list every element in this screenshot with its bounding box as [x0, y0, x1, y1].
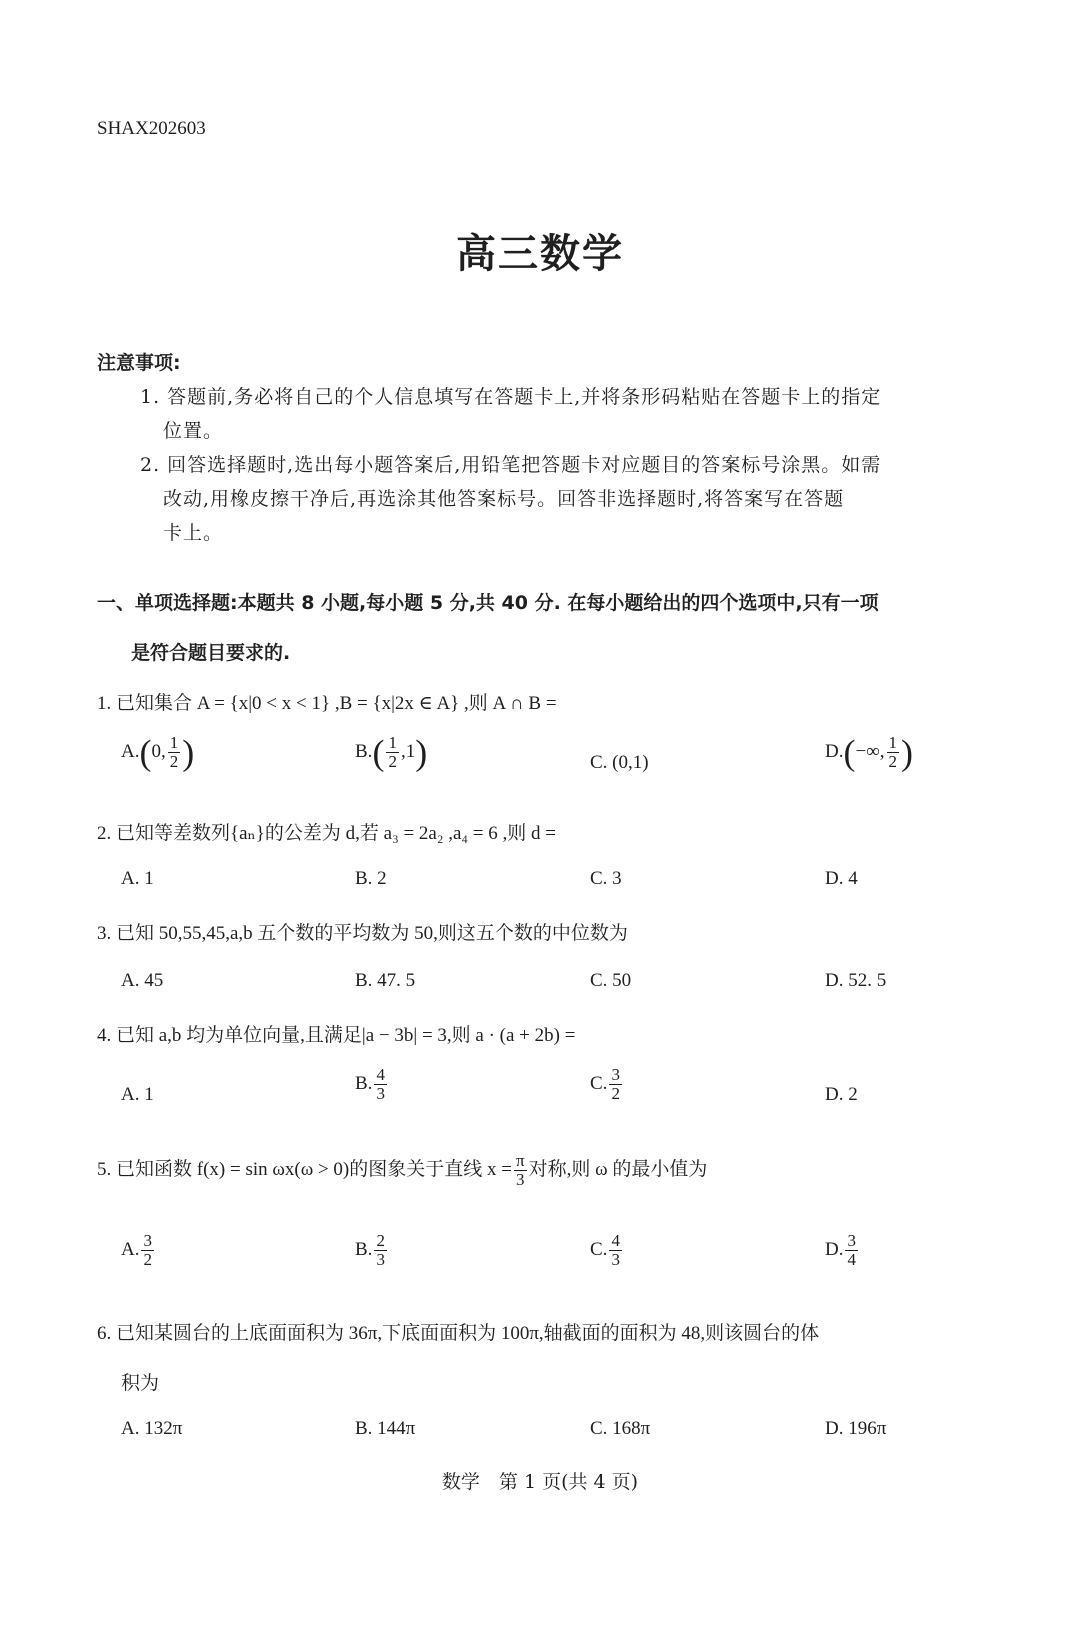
section-heading-line-2: 是符合题目要求的. — [131, 642, 291, 664]
question-4-option-c: C. $\frac{3}{2}$ — [590, 1065, 620, 1103]
question-6-stem-line-2: 积为 — [121, 1373, 160, 1394]
question-4-option-b: B. $\frac{4}{3}$ — [355, 1065, 385, 1103]
question-1-option-b: B.( $\frac{1}{2}$ ,1) — [355, 732, 428, 773]
question-2-option-d: D. 4 — [825, 868, 858, 889]
question-1-option-a: A.(0, $\frac{1}{2}$ ) — [121, 732, 195, 773]
question-1-option-c: C. (0,1) — [590, 752, 649, 773]
question-3-stem: 3. 已知 50,55,45,a,b 五个数的平均数为 50,则这五个数的中位数为 — [97, 923, 628, 944]
question-6-option-a: A. 132π — [121, 1418, 183, 1439]
question-2-option-a: A. 1 — [121, 868, 154, 889]
question-4-option-d: D. 2 — [825, 1084, 858, 1105]
question-2-stem: 2. 已知等差数列{aₙ}的公差为 d,若 a₃ = 2a₂ ,a₄ = 6 ,则 d = — [97, 823, 556, 844]
question-6-stem-line-1: 6. 已知某圆台的上底面面积为 36π,下底面面积为 100π,轴截面的面积为 48,则该圆台的体 — [97, 1323, 820, 1344]
question-3-option-b: B. 47. 5 — [355, 970, 416, 991]
question-1-option-d: D.(−∞, $\frac{1}{2}$ ) — [825, 732, 913, 773]
question-5-option-d: D. $\frac{3}{4}$ — [825, 1231, 856, 1269]
notice-heading: 注意事项: — [97, 352, 181, 374]
notice-item-2-line-2: 改动,用橡皮擦干净后,再选涂其他答案标号。回答非选择题时,将答案写在答题 — [163, 488, 845, 510]
question-3-option-d: D. 52. 5 — [825, 970, 887, 991]
question-5-option-a: A. $\frac{3}{2}$ — [121, 1231, 152, 1269]
question-5-stem: 5. 已知函数 f(x) = sin ωx(ω > 0)的图象关于直线 x = $\frac{\pi}{3}$ 对称,则 ω 的最小值为 — [97, 1151, 708, 1189]
question-3-option-a: A. 45 — [121, 970, 164, 991]
question-2-option-b: B. 2 — [355, 868, 387, 889]
question-3-option-c: C. 50 — [590, 970, 632, 991]
exam-code: SHAX202603 — [97, 118, 206, 139]
question-6-option-c: C. 168π — [590, 1418, 651, 1439]
question-2-option-c: C. 3 — [590, 868, 622, 889]
question-1-stem: 1. 已知集合 A = {x|0 < x < 1} ,B = {x|2x ∈ A} ,则 A ∩ B = — [97, 693, 557, 714]
page-footer: 数学 第 1 页(共 4 页) — [441, 1471, 639, 1493]
notice-item-1-line-2: 位置。 — [163, 420, 224, 442]
question-4-option-a: A. 1 — [121, 1084, 154, 1105]
notice-item-1-line-1: 1. 答题前,务必将自己的个人信息填写在答题卡上,并将条形码粘贴在答题卡上的指定 — [140, 386, 882, 408]
notice-item-2-line-3: 卡上。 — [163, 522, 224, 544]
question-5-option-b: B. $\frac{2}{3}$ — [355, 1231, 385, 1269]
page-title: 高三数学 — [456, 231, 624, 277]
question-6-option-b: B. 144π — [355, 1418, 416, 1439]
section-heading-line-1: 一、单项选择题:本题共 8 小题,每小题 5 分,共 40 分. 在每小题给出的四个选项中,只有一项 — [97, 592, 879, 614]
question-6-option-d: D. 196π — [825, 1418, 887, 1439]
question-5-option-c: C. $\frac{4}{3}$ — [590, 1231, 620, 1269]
notice-item-2-line-1: 2. 回答选择题时,选出每小题答案后,用铅笔把答题卡对应题目的答案标号涂黑。如需 — [140, 454, 882, 476]
question-4-stem: 4. 已知 a,b 均为单位向量,且满足|a − 3b| = 3,则 a · (a + 2b) = — [97, 1025, 576, 1046]
